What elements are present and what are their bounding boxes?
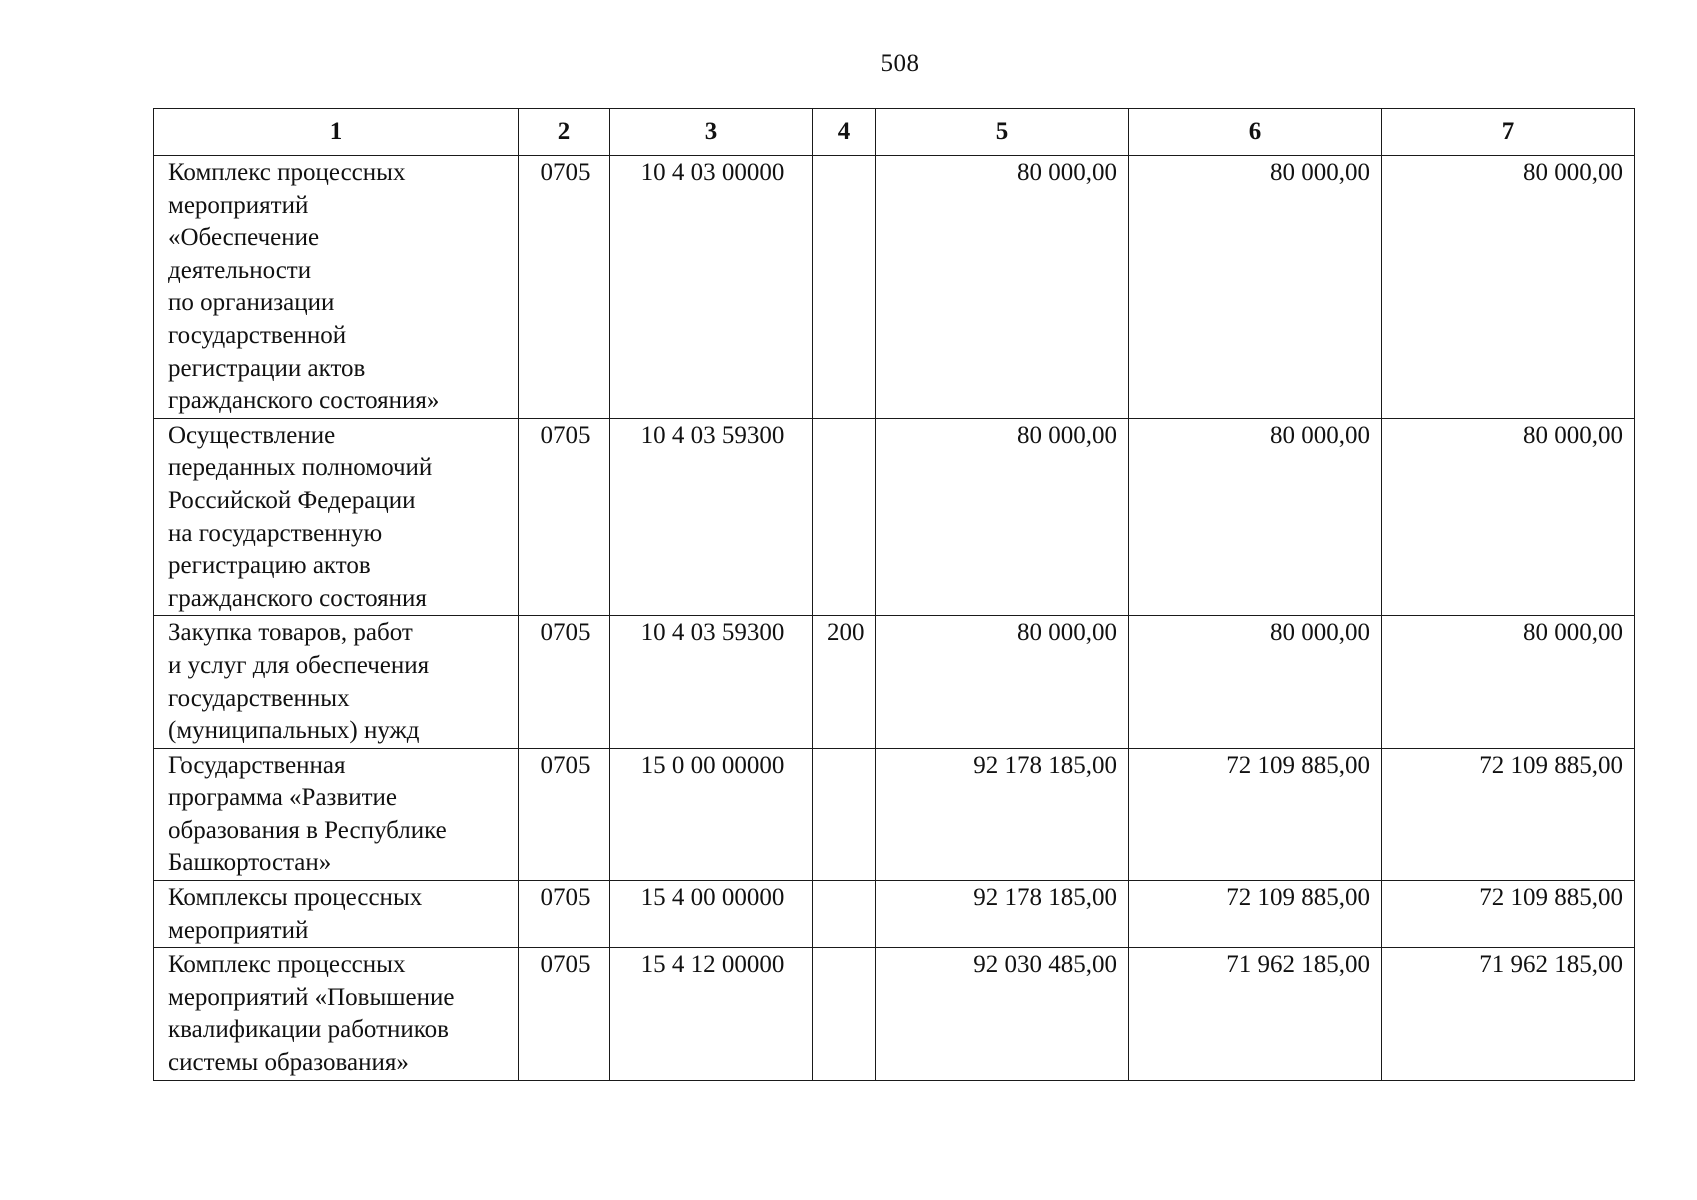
amount-col-6-cell: 72 109 885,00 [1129, 881, 1382, 948]
row-name-cell [154, 156, 519, 419]
name-line: Закупка товаров, работ [168, 619, 413, 647]
header-row [154, 109, 1635, 156]
table-row [154, 748, 1635, 880]
table-row [154, 948, 1635, 1080]
table-row [154, 156, 1635, 419]
row-name-cell [154, 948, 519, 1080]
name-line: Государственная [168, 751, 346, 779]
name-line: «Обеспечение [168, 224, 320, 252]
name-line: на государственную [168, 519, 383, 547]
name-line: мероприятий «Повышение [168, 983, 455, 1011]
section-code-cell: 0705 [519, 748, 610, 880]
name-line: образования в Республике [168, 816, 447, 844]
expense-type-cell [813, 418, 876, 616]
section-code-cell: 0705 [519, 156, 610, 419]
name-line: системы образования» [168, 1049, 409, 1077]
amount-col-7-cell: 80 000,00 [1382, 156, 1635, 419]
header-col-2: 2 [519, 109, 610, 156]
name-line: и услуг для обеспечения [168, 651, 430, 679]
name-line: деятельности [168, 256, 312, 284]
name-line: гражданского состояния» [168, 387, 440, 415]
name-line: Комплекс процессных [168, 159, 406, 186]
name-line: (муниципальных) нужд [168, 717, 420, 745]
amount-col-6-cell: 72 109 885,00 [1129, 748, 1382, 880]
page-number: 508 [880, 50, 920, 77]
section-code-cell: 0705 [519, 616, 610, 748]
name-line: государственной [168, 321, 347, 349]
row-name-cell [154, 881, 519, 948]
name-line: Комплекс процессных [168, 951, 406, 979]
amount-col-5-cell: 80 000,00 [876, 418, 1129, 616]
amount-col-7-cell: 80 000,00 [1382, 616, 1635, 748]
amount-col-5-cell: 92 030 485,00 [876, 948, 1129, 1080]
header-col-4: 4 [813, 109, 876, 156]
amount-col-7-cell: 71 962 185,00 [1382, 948, 1635, 1080]
row-name-cell [154, 418, 519, 616]
name-line: по организации [168, 289, 335, 317]
amount-col-7-cell: 80 000,00 [1382, 418, 1635, 616]
name-line: государственных [168, 684, 350, 712]
table-row [154, 418, 1635, 616]
expense-type-cell [813, 748, 876, 880]
amount-col-6-cell: 80 000,00 [1129, 418, 1382, 616]
amount-col-7-cell: 72 109 885,00 [1382, 748, 1635, 880]
name-line: переданных полномочий [168, 454, 433, 482]
name-line: квалификации работников [168, 1016, 449, 1044]
amount-col-7-cell: 72 109 885,00 [1382, 881, 1635, 948]
name-line: регистрации актов [168, 354, 366, 382]
expense-type-cell [813, 948, 876, 1080]
name-line: регистрацию актов [168, 552, 371, 580]
target-article-cell: 10 4 03 59300 [610, 616, 813, 748]
header-col-7: 7 [1382, 109, 1635, 156]
section-code-cell: 0705 [519, 881, 610, 948]
header-col-3: 3 [610, 109, 813, 156]
amount-col-6-cell: 80 000,00 [1129, 616, 1382, 748]
header-col-6: 6 [1129, 109, 1382, 156]
expense-type-cell [813, 156, 876, 419]
row-name-cell [154, 748, 519, 880]
table-row [154, 881, 1635, 948]
target-article-cell: 10 4 03 59300 [610, 418, 813, 616]
target-article-cell: 15 0 00 00000 [610, 748, 813, 880]
amount-col-5-cell: 80 000,00 [876, 156, 1129, 419]
target-article-cell: 10 4 03 00000 [610, 156, 813, 419]
expense-type-cell: 200 [813, 616, 876, 748]
name-line: Осуществление [168, 421, 336, 449]
section-code-cell: 0705 [519, 948, 610, 1080]
header-col-1: 1 [154, 109, 519, 156]
amount-col-6-cell: 71 962 185,00 [1129, 948, 1382, 1080]
name-line: программа «Развитие [168, 784, 398, 812]
table-row [154, 616, 1635, 748]
name-line: мероприятий [168, 916, 309, 944]
name-line: мероприятий [168, 191, 309, 219]
amount-col-5-cell: 80 000,00 [876, 616, 1129, 748]
section-code-cell: 0705 [519, 418, 610, 616]
name-line: гражданского состояния [168, 584, 427, 612]
row-name-cell [154, 616, 519, 748]
name-line: Российской Федерации [168, 486, 416, 514]
header-col-5: 5 [876, 109, 1129, 156]
target-article-cell: 15 4 00 00000 [610, 881, 813, 948]
budget-table [153, 108, 1635, 1081]
expense-type-cell [813, 881, 876, 948]
target-article-cell: 15 4 12 00000 [610, 948, 813, 1080]
amount-col-5-cell: 92 178 185,00 [876, 748, 1129, 880]
name-line: Комплексы процессных [168, 884, 423, 912]
amount-col-6-cell: 80 000,00 [1129, 156, 1382, 419]
amount-col-5-cell: 92 178 185,00 [876, 881, 1129, 948]
name-line: Башкортостан» [168, 849, 332, 877]
